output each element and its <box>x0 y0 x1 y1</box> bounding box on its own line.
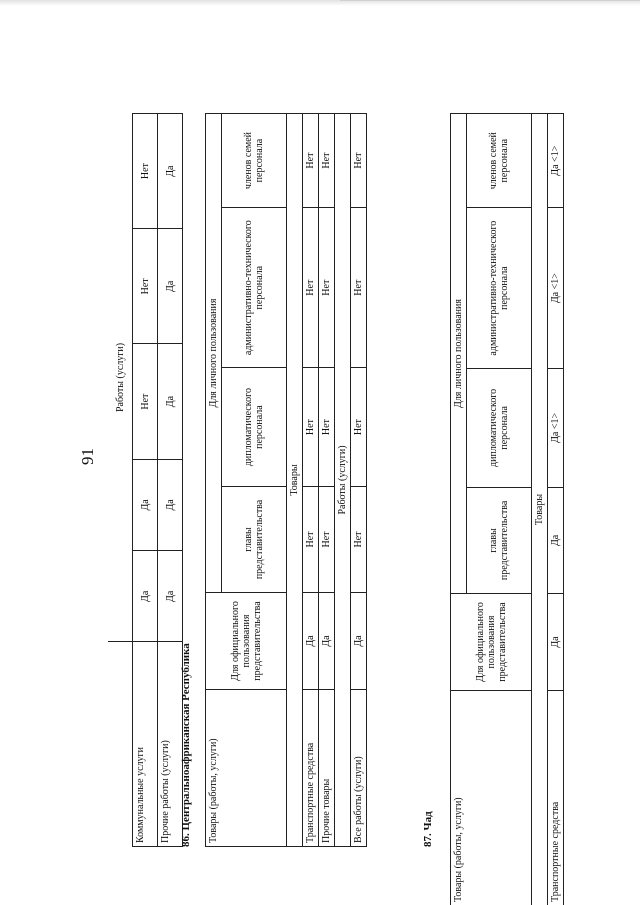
cell: Да <box>548 594 564 691</box>
row-label: Прочие товары <box>319 690 335 847</box>
cell: Нет <box>133 344 158 459</box>
table-row <box>548 114 564 905</box>
cell: Нет <box>351 486 367 592</box>
group-goods: Товары <box>532 114 548 905</box>
cell: Да <box>158 551 183 642</box>
col-goods-header: Товары (работы, услуги) <box>451 691 532 905</box>
cell: Нет <box>319 486 335 592</box>
cell: Нет <box>351 368 367 487</box>
cell: Да <box>158 344 183 459</box>
sub-dipl: дипломатического персонала <box>222 368 287 487</box>
table-header-row <box>451 114 467 905</box>
sub-family: членов семей персонала <box>222 114 287 208</box>
col-personal-header: Для личного пользования <box>451 114 467 594</box>
cell: Нет <box>303 114 319 208</box>
row-label: Транспортные средства <box>548 691 564 905</box>
cell: Да <box>158 229 183 344</box>
cell: Нет <box>351 114 367 208</box>
cell: Да <1> <box>548 208 564 369</box>
col-goods-header: Товары (работы, услуги) <box>206 690 287 847</box>
sub-head: главы представительства <box>467 487 532 593</box>
sub-admin: административно-технического персонала <box>467 208 532 369</box>
group-goods: Товары <box>287 114 303 847</box>
section-title-87: 87. Чад <box>422 811 434 847</box>
row-label: Коммунальные услуги <box>133 642 158 847</box>
sub-admin: административно-технического персонала <box>222 208 287 368</box>
table-chad <box>450 113 564 905</box>
row-label: Прочие работы (услуги) <box>158 642 183 847</box>
cell: Нет <box>133 114 158 229</box>
table-group-row <box>108 114 133 847</box>
section-title-86: 86. Центральноафриканская Республика <box>180 643 192 847</box>
table-row <box>351 114 367 847</box>
group-works: Работы (услуги) <box>335 114 351 847</box>
page-number: 91 <box>78 448 97 465</box>
col-personal-header: Для личного пользования <box>206 114 222 593</box>
col-official-header: Для официального пользования представительства <box>206 593 287 690</box>
cell: Нет <box>319 114 335 208</box>
cell: Нет <box>319 368 335 487</box>
row-label: Все работы (услуги) <box>351 690 367 847</box>
table-row <box>133 114 158 847</box>
table-row <box>303 114 319 847</box>
cell: Нет <box>303 368 319 487</box>
table-row <box>319 114 335 847</box>
cell: Нет <box>303 208 319 368</box>
group-row <box>532 114 548 905</box>
cell: Да <box>548 487 564 593</box>
cell: Да <box>133 551 158 642</box>
table-car <box>205 113 367 847</box>
table-continuation <box>108 113 183 847</box>
group-row <box>287 114 303 847</box>
cell: Нет <box>133 229 158 344</box>
cell: Да <1> <box>548 368 564 487</box>
cell: Да <box>351 593 367 690</box>
sub-head: главы представительства <box>222 486 287 592</box>
cell: Нет <box>303 486 319 592</box>
sub-family: членов семей персонала <box>467 114 532 208</box>
col-official-header: Для официального пользования представительства <box>451 594 532 691</box>
cell: Нет <box>319 208 335 368</box>
cell: Да <box>303 593 319 690</box>
cell: Да <1> <box>548 114 564 208</box>
cell: Да <box>133 459 158 550</box>
table-row <box>158 114 183 847</box>
cell: Нет <box>351 208 367 368</box>
row-label: Транспортные средства <box>303 690 319 847</box>
empty-cell <box>108 642 133 847</box>
group-row <box>335 114 351 847</box>
table-header-row <box>206 114 222 847</box>
cell: Да <box>158 114 183 229</box>
cell: Да <box>319 593 335 690</box>
sub-dipl: дипломатического персонала <box>467 368 532 487</box>
cell: Да <box>158 459 183 550</box>
group-header: Работы (услуги) <box>108 114 133 643</box>
